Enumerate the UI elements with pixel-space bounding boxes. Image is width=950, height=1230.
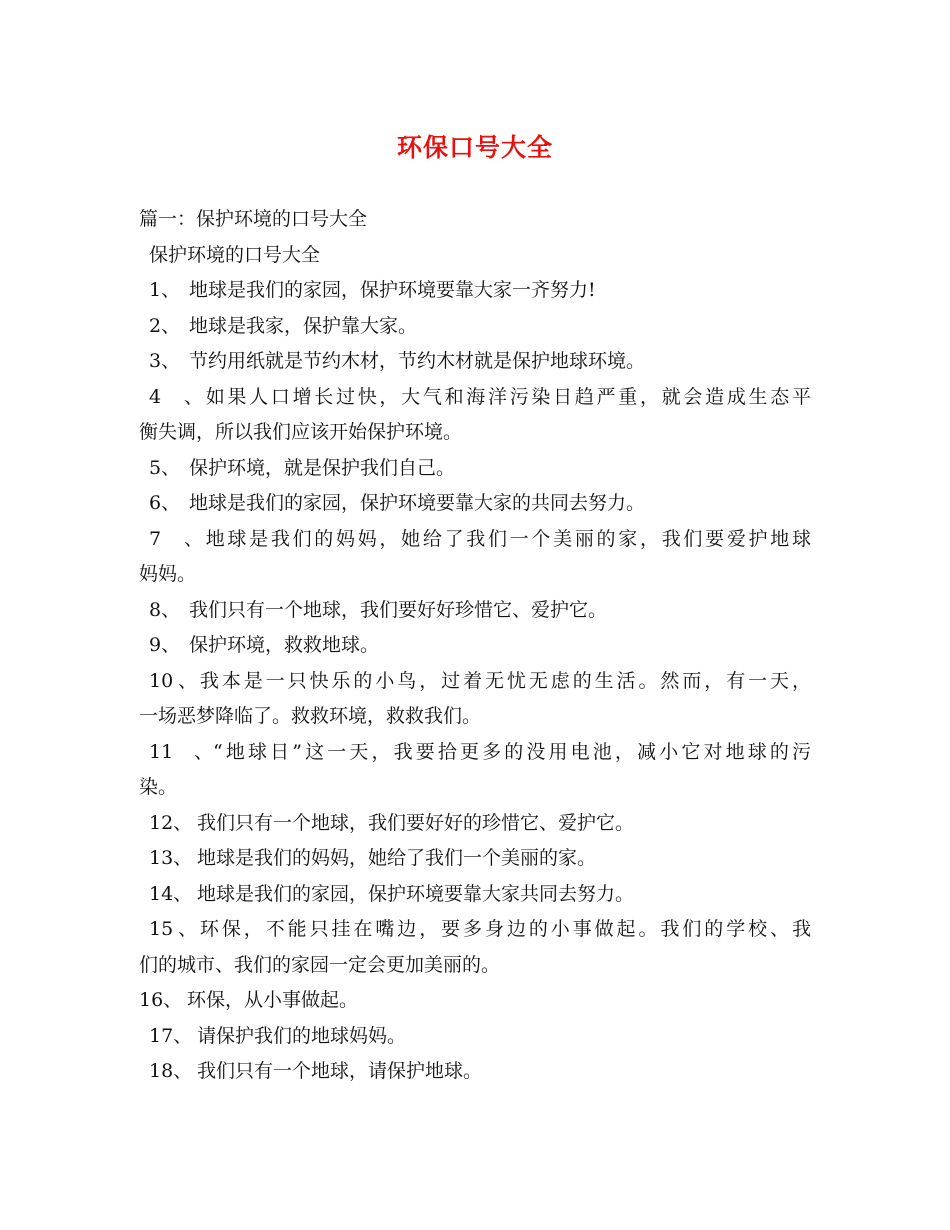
item-number: 3、 [149, 350, 181, 372]
item-continuation: 们的城市、我们的家园一定会更加美丽的。 [139, 953, 501, 976]
list-item [139, 522, 821, 558]
item-number: 5、 [149, 456, 181, 479]
document-body [139, 202, 821, 1090]
item-continuation: 衡失调，所以我们应该开始保护环境。 [139, 421, 463, 443]
item-number: 12、 [149, 811, 193, 834]
list-item [139, 1054, 821, 1090]
list-item [139, 841, 821, 877]
item-text: 我们只有一个地球，请保护地球。 [197, 1060, 483, 1082]
list-item [139, 380, 821, 416]
item-text: 如果人口增长过快，大气和海洋污染日趋严重，就会造成生态平 [203, 385, 811, 408]
item-text: 保护环境，就是保护我们自己。 [189, 456, 456, 479]
item-number: 14、 [149, 882, 193, 905]
list-item [139, 486, 821, 522]
item-text: 保护环境，救救地球。 [189, 634, 380, 656]
item-number: 6、 [149, 492, 181, 514]
item-text: 我们只有一个地球，我们要好好珍惜它、爱护它。 [189, 598, 608, 621]
item-text: 我们只有一个地球，我们要好好的珍惜它、爱护它。 [197, 811, 635, 834]
item-text: 环保，从小事做起。 [187, 989, 359, 1011]
list-item [139, 309, 821, 345]
list-item [139, 628, 821, 664]
item-number: 16、 [139, 989, 183, 1011]
subheading: 保护环境的口号大全 [149, 243, 321, 266]
item-text: 节约用纸就是节约木材，节约木材就是保护地球环境。 [189, 350, 646, 372]
list-item [139, 451, 821, 487]
item-number: 8、 [149, 598, 181, 621]
item-continuation: 妈妈。 [139, 563, 197, 585]
item-number: 13、 [149, 847, 193, 869]
item-number: 11、 [149, 740, 213, 763]
list-item [139, 664, 821, 700]
item-text: “地球日”这一天，我要拾更多的没用电池，减小它对地球的污 [213, 740, 811, 763]
list-item [139, 273, 821, 309]
item-text: 地球是我们的妈妈，她给了我们一个美丽的家。 [197, 847, 597, 869]
list-item [139, 912, 821, 948]
item-number: 2、 [149, 314, 181, 337]
item-number: 10、 [149, 669, 197, 692]
list-item [139, 877, 821, 913]
item-text: 地球是我们的家园，保护环境要靠大家共同去努力。 [197, 882, 635, 905]
item-number: 18、 [149, 1060, 193, 1082]
item-number: 4、 [149, 385, 203, 408]
list-item [139, 593, 821, 629]
item-text: 地球是我们的家园，保护环境要靠大家一齐努力! [189, 279, 596, 301]
document-title: 环保口号大全 [396, 133, 553, 162]
list-item [139, 806, 821, 842]
item-number: 9、 [149, 634, 181, 656]
item-text: 请保护我们的地球妈妈。 [197, 1024, 407, 1047]
section-heading: 篇一：保护环境的口号大全 [139, 208, 368, 230]
item-text: 地球是我们的妈妈，她给了我们一个美丽的家，我们要爱护地球 [203, 527, 811, 550]
item-text: 我本是一只快乐的小鸟，过着无忧无虑的生活。然而，有一天， [197, 669, 811, 692]
item-number: 1、 [149, 279, 181, 301]
item-continuation: 一场恶梦降临了。救救环境，救救我们。 [139, 705, 482, 727]
list-item [139, 344, 821, 380]
item-continuation: 染。 [139, 776, 178, 798]
list-item [139, 1019, 821, 1055]
item-text: 环保，不能只挂在嘴边，要多身边的小事做起。我们的学校、我 [197, 918, 811, 940]
item-number: 7、 [149, 527, 203, 550]
item-text: 地球是我家，保护靠大家。 [189, 314, 418, 337]
list-item [139, 983, 821, 1019]
list-item [139, 735, 821, 771]
item-text: 地球是我们的家园，保护环境要靠大家的共同去努力。 [189, 492, 646, 514]
item-number: 15、 [149, 918, 197, 940]
item-number: 17、 [149, 1024, 193, 1047]
